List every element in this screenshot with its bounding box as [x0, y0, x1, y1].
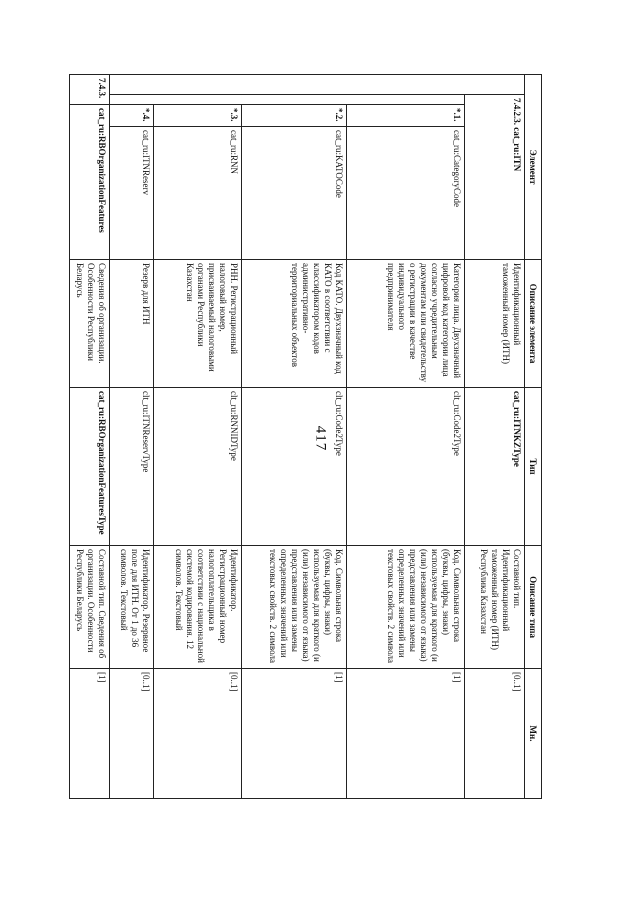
row-marker: *.3. — [154, 105, 242, 127]
row-multiplicity: [0..1] — [110, 669, 154, 799]
header-multiplicity: Мн. — [525, 669, 542, 799]
row-multiplicity: [1] — [70, 669, 110, 799]
row-type-description: Составной тип. Идентификационный таможенный номер (ИТН) Республика Казахстан — [465, 546, 525, 669]
table-row — [465, 75, 525, 799]
row-name: cat_ru:RBOrganizationFeatures — [70, 105, 110, 260]
header-element: Элемент — [525, 75, 542, 260]
table-row — [110, 75, 154, 799]
row-type-description: Идентификатор. Регистрационный номер налогоплательщика в соответствии с национальной системой кодирования. 12 символов. Текстовый — [154, 546, 242, 669]
row-description: Сведения об организации. Особенности Республики Беларусь — [70, 260, 110, 388]
row-multiplicity: [1] — [242, 669, 347, 799]
row-description: Категория лица. Двухзначный цифровой код категории лица согласно учредительным документам или свидетельству о регистрации в качестве индивидуального предпринимателя — [347, 260, 465, 388]
table-row — [70, 75, 110, 799]
row-type-description: Код. Символьная строка (буквы, цифры, знаки) используемая для краткого (и (или) независимого от языка) представления или замены определенных значений или текстовых свойств. 2 символа — [347, 546, 465, 669]
page-number: 417 — [312, 425, 329, 452]
row-name: cat_ru:RNN — [154, 127, 242, 260]
row-type: clt_ru:Code2Type — [347, 388, 465, 546]
row-type: clt_ru:RNNIDType — [154, 388, 242, 546]
row-marker: *.1. — [347, 105, 465, 127]
row-name: cat_ru:ITN — [512, 127, 522, 172]
row-type-description: Составной тип. Сведения об организации. Особенности Республики Беларусь — [70, 546, 110, 669]
header-type: Тип — [525, 388, 542, 546]
row-marker: *.4. — [110, 105, 154, 127]
row-spacer — [110, 75, 525, 95]
row-multiplicity: [0..1] — [465, 669, 525, 799]
row-type-description: Код. Символьная строка (буквы, цифры, знаки) используемая для краткого (и (или) независимого от языка) представления или замены определенных значений или текстовых свойств. 2 символа — [242, 546, 347, 669]
row-multiplicity: [0..1] — [154, 669, 242, 799]
row-description: Код КАТО. Двухзначный код КАТО в соответствии с классификатором кодов административно-территориальных объектов — [242, 260, 347, 388]
row-name: cat_ru:CategoryCode — [347, 127, 465, 260]
header-type-description: Описание типа — [525, 546, 542, 669]
header-description: Описание элемента — [525, 260, 542, 388]
table-container — [75, 74, 542, 798]
header-row — [525, 75, 542, 799]
row-type: cat_ru:RBOrganizationFeaturesType — [70, 388, 110, 546]
row-type: clt_ru:Code2Type — [242, 388, 347, 546]
row-name: cat_ru:KATOCode — [242, 127, 347, 260]
table-row — [154, 75, 242, 799]
table-cell — [465, 95, 525, 260]
row-id: 7.4.3. — [70, 75, 110, 105]
row-description: Резерв для ИТН — [110, 260, 154, 388]
row-multiplicity: [1] — [347, 669, 465, 799]
element-table — [69, 74, 542, 799]
row-description: РНН. Регистрационный налоговый номер, присваиваемый налоговыми органами Республики Казахстан — [154, 260, 242, 388]
row-name: cat_ru:ITNReserv — [110, 127, 154, 260]
table-row — [242, 75, 347, 799]
table-row — [347, 75, 465, 799]
row-id: 7.4.2.3. — [512, 98, 522, 125]
row-indent — [110, 95, 465, 105]
row-marker: *.2. — [242, 105, 347, 127]
row-type: cat_ru:ITNKZType — [465, 388, 525, 546]
row-type: clt_ru:ITNReservType — [110, 388, 154, 546]
row-type-description: Идентификатор. Резервное поле для ИТН. От 1 до 36 символов. Текстовый — [110, 546, 154, 669]
row-description: Идентификационный таможенный номер (ИТН) — [465, 260, 525, 388]
